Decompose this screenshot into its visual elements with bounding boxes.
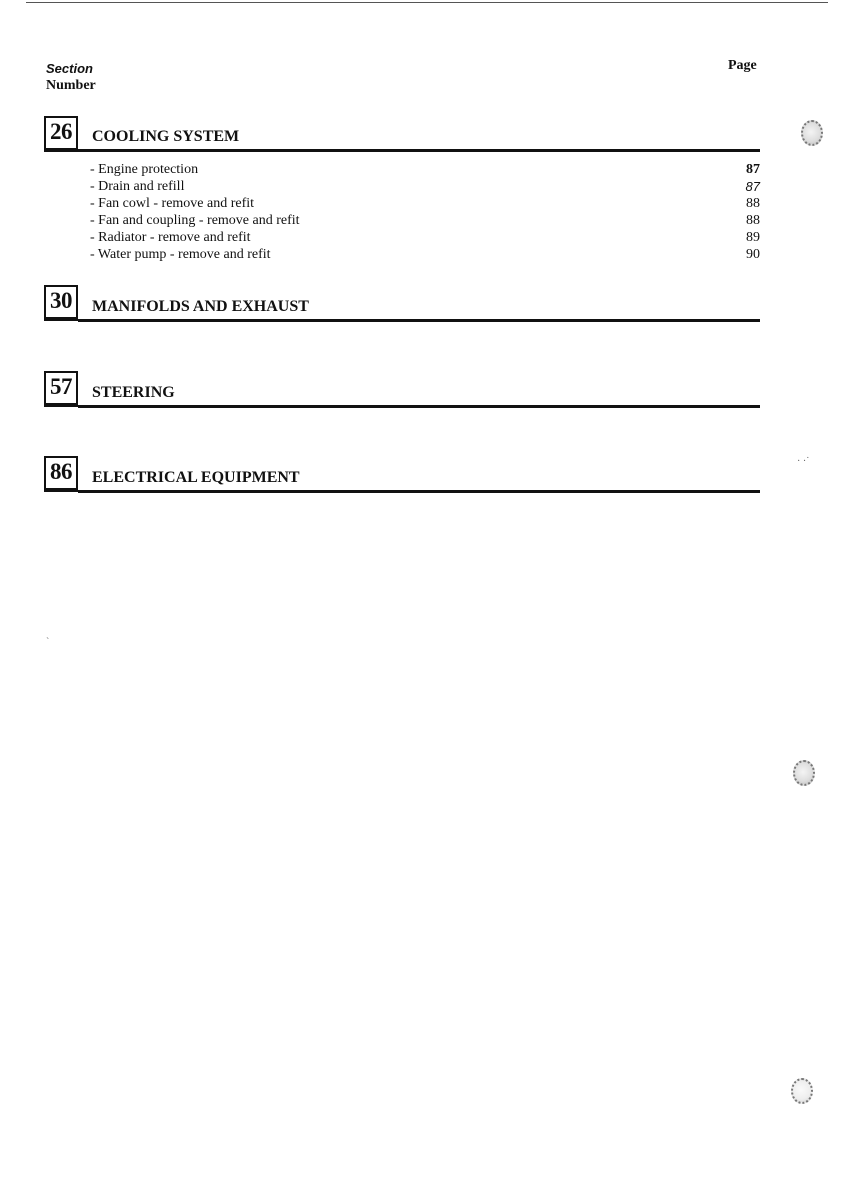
column-header-section-number xyxy=(46,60,96,94)
toc-entry[interactable] xyxy=(90,229,760,246)
toc-entry-page: 87 xyxy=(746,162,760,177)
scan-speck-icon: ˴ xyxy=(46,632,50,643)
toc-entry-label: - Fan and coupling - remove and refit xyxy=(90,213,300,228)
section-title: STEERING xyxy=(92,384,175,401)
toc-entry-label: - Drain and refill xyxy=(90,179,185,194)
toc-entry-label: - Fan cowl - remove and refit xyxy=(90,196,255,211)
toc-entry-page: 89 xyxy=(746,230,760,245)
section-number-box: 57 xyxy=(44,371,78,407)
section-title: COOLING SYSTEM xyxy=(92,128,240,145)
section-label: Section xyxy=(46,61,93,76)
toc-entry-page: 88 xyxy=(746,213,760,228)
section-number-box: 86 xyxy=(44,456,78,492)
number-label: Number xyxy=(46,78,96,93)
punch-hole-icon xyxy=(801,120,823,146)
toc-entry-label: - Radiator - remove and refit xyxy=(90,230,251,245)
punch-hole-icon xyxy=(791,1078,813,1104)
toc-entry[interactable] xyxy=(90,161,760,178)
scan-speck-icon: · ·˙ xyxy=(797,456,810,467)
section-heading-57[interactable] xyxy=(44,371,760,408)
toc-entry[interactable] xyxy=(90,212,760,229)
section-rule xyxy=(78,319,760,322)
toc-entry-page: 88 xyxy=(746,196,760,211)
toc-entry[interactable] xyxy=(90,178,760,195)
toc-entry-label: - Engine protection xyxy=(90,162,199,177)
section-title: MANIFOLDS AND EXHAUST xyxy=(92,298,309,315)
toc-entry-page: 90 xyxy=(746,247,760,262)
section-rule xyxy=(78,405,760,408)
section-heading-86[interactable] xyxy=(44,456,760,493)
section-number-box: 26 xyxy=(44,116,78,152)
section-number-box: 30 xyxy=(44,285,78,321)
punch-hole-icon xyxy=(793,760,815,786)
toc-entry-label: - Water pump - remove and refit xyxy=(90,247,271,262)
section-heading-30[interactable] xyxy=(44,285,760,322)
section-26-items xyxy=(90,161,760,263)
section-heading-26[interactable] xyxy=(44,116,760,152)
toc-entry[interactable] xyxy=(90,246,760,263)
top-rule xyxy=(26,2,828,3)
section-rule xyxy=(78,149,760,152)
toc-entry[interactable] xyxy=(90,195,760,212)
toc-entry-page: 87 xyxy=(745,179,760,194)
section-title: ELECTRICAL EQUIPMENT xyxy=(92,469,300,486)
page-label: Page xyxy=(728,58,757,73)
section-rule xyxy=(78,490,760,493)
